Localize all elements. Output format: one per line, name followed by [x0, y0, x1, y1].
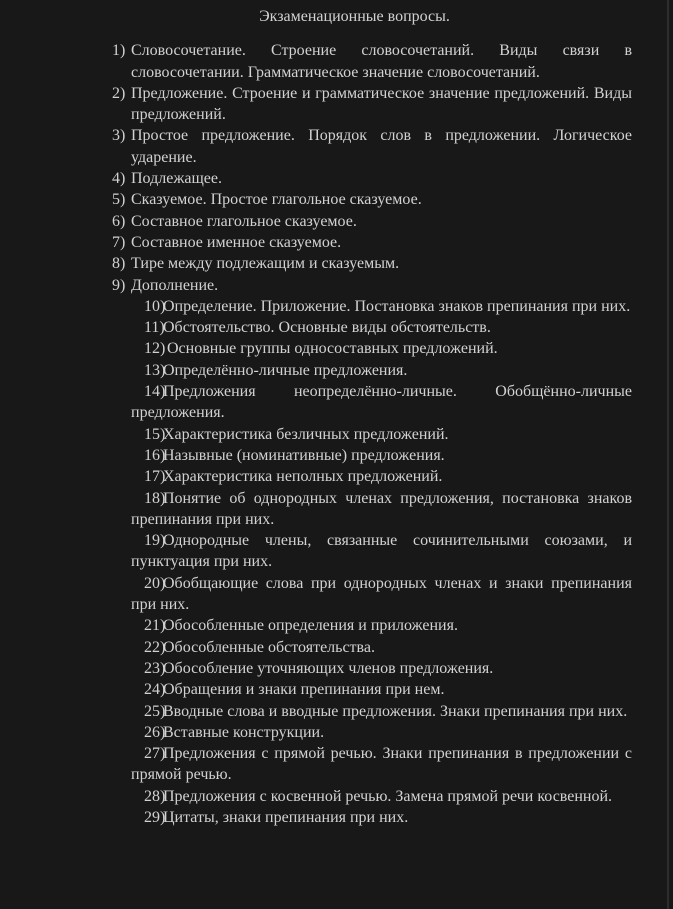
list-item: [0, 253, 632, 274]
item-text: Основные группы односоставных предложений.: [163, 340, 498, 358]
item-text: Назывные (номинативные) предложения.: [163, 446, 445, 464]
list-item: [0, 317, 632, 338]
list-item: [0, 211, 632, 232]
item-number: 26): [144, 723, 166, 741]
item-number: 5): [112, 191, 126, 209]
list-item: [0, 722, 632, 743]
list-item: [0, 679, 632, 700]
item-text: Однородные члены, связанные сочинительными союзами, и пунктуация при них.: [131, 532, 632, 571]
item-number: 1): [112, 42, 126, 60]
list-item: [0, 445, 632, 466]
item-text: Обособление уточняющих членов предложения.: [163, 659, 494, 677]
item-text: Предложения неопределённо-личные. Обобщённо-личные предложения.: [131, 383, 632, 422]
list-item: [0, 786, 632, 807]
item-text: Вводные слова и вводные предложения. Знаки препинания при них.: [163, 702, 628, 720]
item-text: Предложения с косвенной речью. Замена прямой речи косвенной.: [163, 787, 613, 805]
list-item: [0, 466, 632, 487]
item-text: Тире между подлежащим и сказуемым.: [131, 255, 400, 273]
item-number: 2): [112, 84, 126, 102]
list-item: [0, 125, 632, 168]
item-number: 22): [144, 638, 166, 656]
item-text: Понятие об однородных членах предложения, постановка знаков препинания при них.: [131, 489, 632, 528]
list-item: [0, 658, 632, 679]
item-number: 25): [144, 702, 166, 720]
list-item: [0, 637, 632, 658]
list-item: [0, 40, 632, 83]
list-item: [0, 296, 632, 317]
item-number: 20): [144, 574, 166, 592]
page-title: Экзаменационные вопросы.: [259, 8, 450, 25]
list-item: [0, 275, 632, 296]
item-number: 16): [144, 446, 166, 464]
item-text: Предложения с прямой речью. Знаки препинания в предложении с прямой речью.: [131, 745, 632, 784]
list-item: [0, 83, 632, 126]
item-number: 21): [144, 617, 166, 635]
list-item: [0, 488, 632, 531]
item-text: Обращения и знаки препинания при нем.: [163, 681, 445, 699]
item-number: 13): [144, 361, 166, 379]
item-text: Дополнение.: [131, 276, 219, 294]
item-text: Характеристика неполных предложений.: [163, 468, 443, 486]
item-text: Вставные конструкции.: [163, 723, 325, 741]
item-number: 10): [144, 297, 166, 315]
item-number: 27): [144, 745, 166, 763]
item-text: Обособленные определения и приложения.: [163, 617, 458, 635]
item-text: Характеристика безличных предложений.: [163, 425, 449, 443]
item-number: 24): [144, 681, 166, 699]
item-text: Обстоятельство. Основные виды обстоятельств.: [163, 319, 491, 337]
list-item: [0, 743, 632, 786]
item-number: 3): [112, 127, 126, 145]
item-text: Определённо-личные предложения.: [163, 361, 408, 379]
item-number: 12): [144, 340, 166, 358]
list-item: [0, 338, 632, 359]
item-text: Предложение. Строение и грамматическое значение предложений. Виды предложений.: [131, 84, 632, 124]
item-number: 17): [144, 468, 166, 486]
item-number: 9): [112, 276, 126, 294]
list-item: [0, 424, 632, 445]
item-text: Определение. Приложение. Постановка знаков препинания при них.: [163, 297, 631, 315]
item-number: 14): [144, 383, 166, 401]
list-item: [0, 530, 632, 573]
question-list: [0, 40, 673, 828]
item-text: Подлежащее.: [131, 170, 222, 188]
item-number: 19): [144, 532, 166, 550]
item-number: 18): [144, 489, 166, 507]
item-number: 15): [144, 425, 166, 443]
item-text: Составное глагольное сказуемое.: [131, 212, 357, 230]
item-number: 8): [112, 255, 126, 273]
item-text: Составное именное сказуемое.: [131, 233, 342, 251]
list-item: [0, 701, 632, 722]
item-text: Сказуемое. Простое глагольное сказуемое.: [131, 191, 422, 209]
list-item: [0, 232, 632, 253]
item-number: 28): [144, 787, 166, 805]
item-text: Словосочетание. Строение словосочетаний. Виды связи в словосочетании. Грамматическое значение словосочетаний.: [131, 42, 632, 81]
item-number: 6): [112, 212, 126, 230]
item-text: Простое предложение. Порядок слов в предложении. Логическое ударение.: [131, 127, 632, 166]
item-number: 7): [112, 233, 126, 251]
item-text: Цитаты, знаки препинания при них.: [163, 808, 409, 826]
list-item: [0, 168, 632, 189]
item-number: 29): [144, 808, 166, 826]
item-text: Обособленные обстоятельства.: [163, 638, 375, 656]
item-number: 4): [112, 170, 126, 188]
list-item: [0, 615, 632, 636]
list-item: [0, 189, 632, 210]
list-item: [0, 807, 632, 828]
item-number: 11): [144, 319, 165, 337]
list-item: [0, 381, 632, 424]
item-text: Обобщающие слова при однородных членах и знаки препинания при них.: [131, 574, 632, 614]
list-item: [0, 573, 632, 616]
list-item: [0, 360, 632, 381]
item-number: 23): [144, 659, 166, 677]
